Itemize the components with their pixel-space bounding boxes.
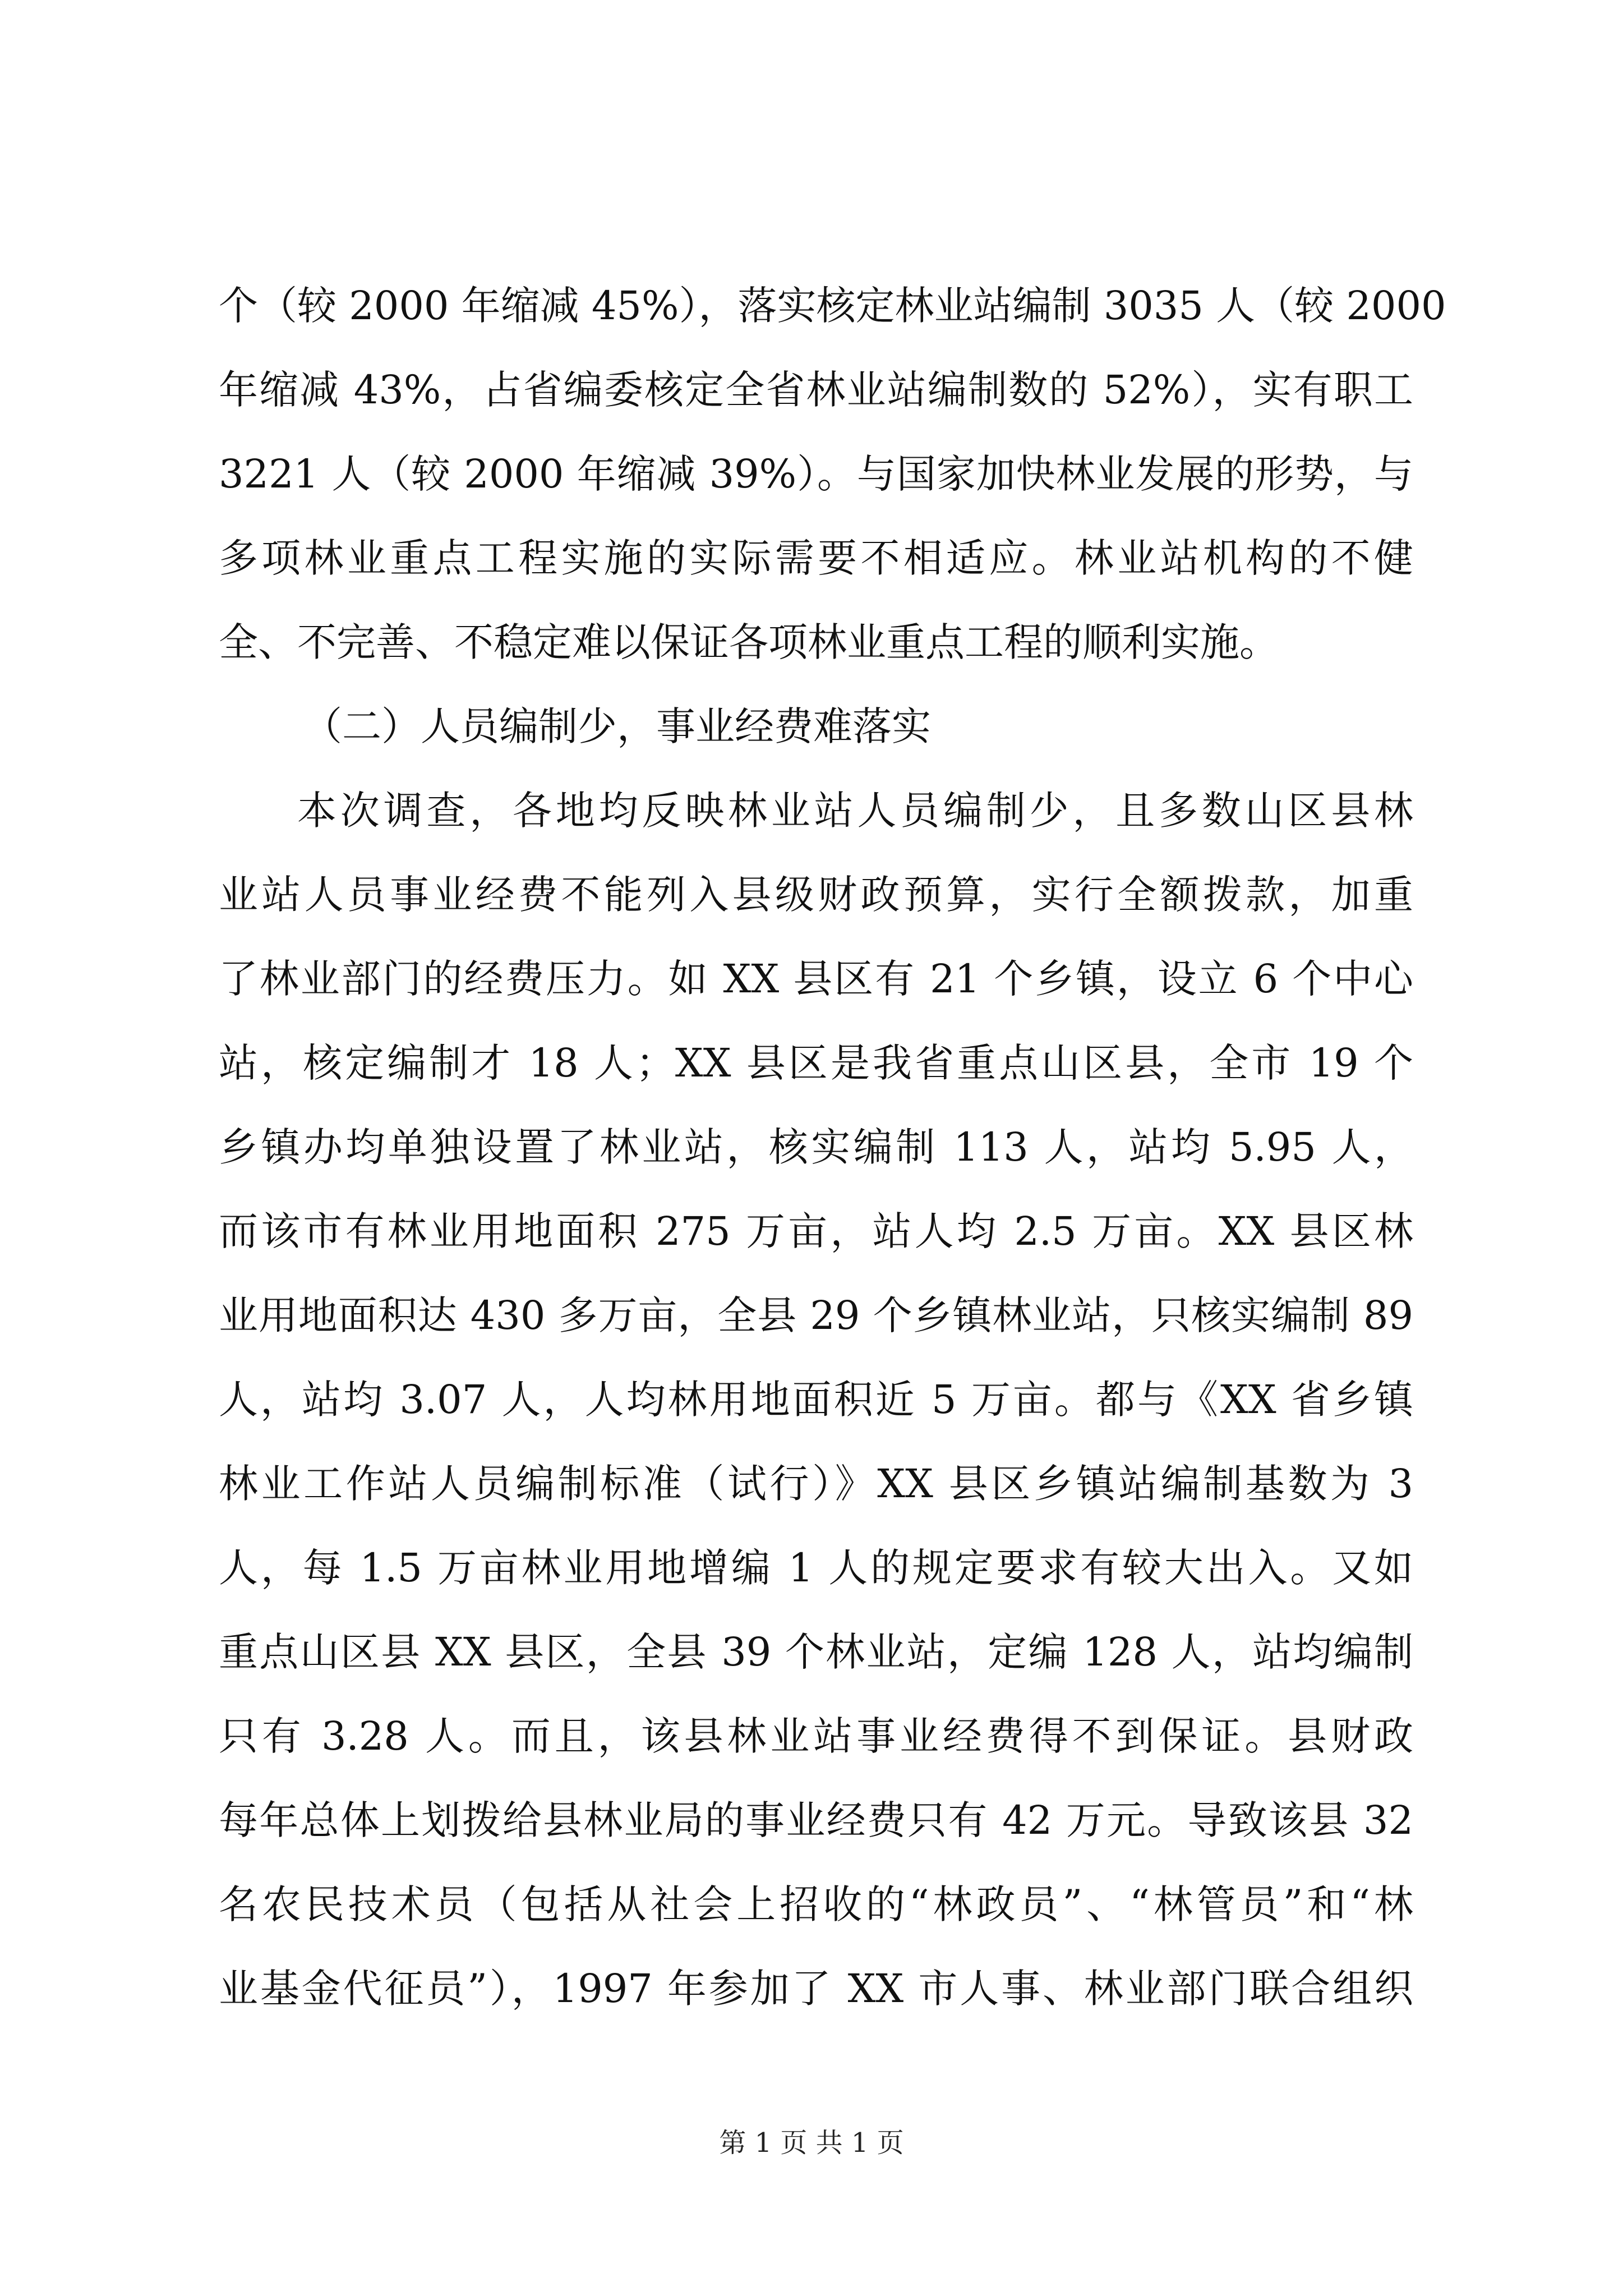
paragraph-line: 本次调查，各地均反映林业站人员编制少，且多数山区县林	[297, 788, 1413, 834]
section-heading: （二）人员编制少，事业经费难落实	[303, 703, 931, 749]
paragraph-line: 人，站均 3.07 人，人均林用地面积近 5 万亩。都与《XX 省乡镇	[219, 1377, 1413, 1423]
paragraph-line: 乡镇办均单独设置了林业站，核实编制 113 人，站均 5.95 人，	[219, 1124, 1413, 1170]
paragraph-line: 全、不完善、不稳定难以保证各项林业重点工程的顺利实施。	[219, 619, 1279, 665]
paragraph-line: 人，每 1.5 万亩林业用地增编 1 人的规定要求有较大出入。又如	[219, 1545, 1413, 1591]
paragraph-line: 了林业部门的经费压力。如 XX 县区有 21 个乡镇，设立 6 个中心	[219, 956, 1413, 1002]
paragraph-line: 3221 人（较 2000 年缩减 39%）。与国家加快林业发展的形势，与	[219, 451, 1413, 497]
paragraph-line: 个（较 2000 年缩减 45%），落实核定林业站编制 3035 人（较 2000	[219, 283, 1446, 329]
page-footer: 第 1 页 共 1 页	[719, 2127, 904, 2159]
paragraph-line: 多项林业重点工程实施的实际需要不相适应。林业站机构的不健	[219, 535, 1413, 581]
paragraph-line: 业基金代征员”），1997 年参加了 XX 市人事、林业部门联合组织	[219, 1966, 1413, 2012]
paragraph-line: 而该市有林业用地面积 275 万亩，站人均 2.5 万亩。XX 县区林	[219, 1208, 1413, 1254]
paragraph-line: 站，核定编制才 18 人；XX 县区是我省重点山区县，全市 19 个	[219, 1040, 1413, 1086]
paragraph-line: 年缩减 43%，占省编委核定全省林业站编制数的 52%），实有职工	[219, 367, 1413, 413]
paragraph-line: 业用地面积达 430 多万亩，全县 29 个乡镇林业站，只核实编制 89	[219, 1292, 1413, 1338]
paragraph-line: 名农民技术员（包括从社会上招收的“林政员”、“林管员”和“林	[219, 1881, 1413, 1927]
document-body	[219, 264, 1446, 2031]
paragraph-line: 只有 3.28 人。而且，该县林业站事业经费得不到保证。县财政	[219, 1713, 1413, 1759]
paragraph-line: 重点山区县 XX 县区，全县 39 个林业站，定编 128 人，站均编制	[219, 1629, 1413, 1675]
paragraph-line: 业站人员事业经费不能列入县级财政预算，实行全额拨款，加重	[219, 872, 1413, 918]
paragraph-line: 每年总体上划拨给县林业局的事业经费只有 42 万元。导致该县 32	[219, 1797, 1413, 1843]
paragraph-line: 林业工作站人员编制标准（试行）》XX 县区乡镇站编制基数为 3	[219, 1461, 1413, 1507]
